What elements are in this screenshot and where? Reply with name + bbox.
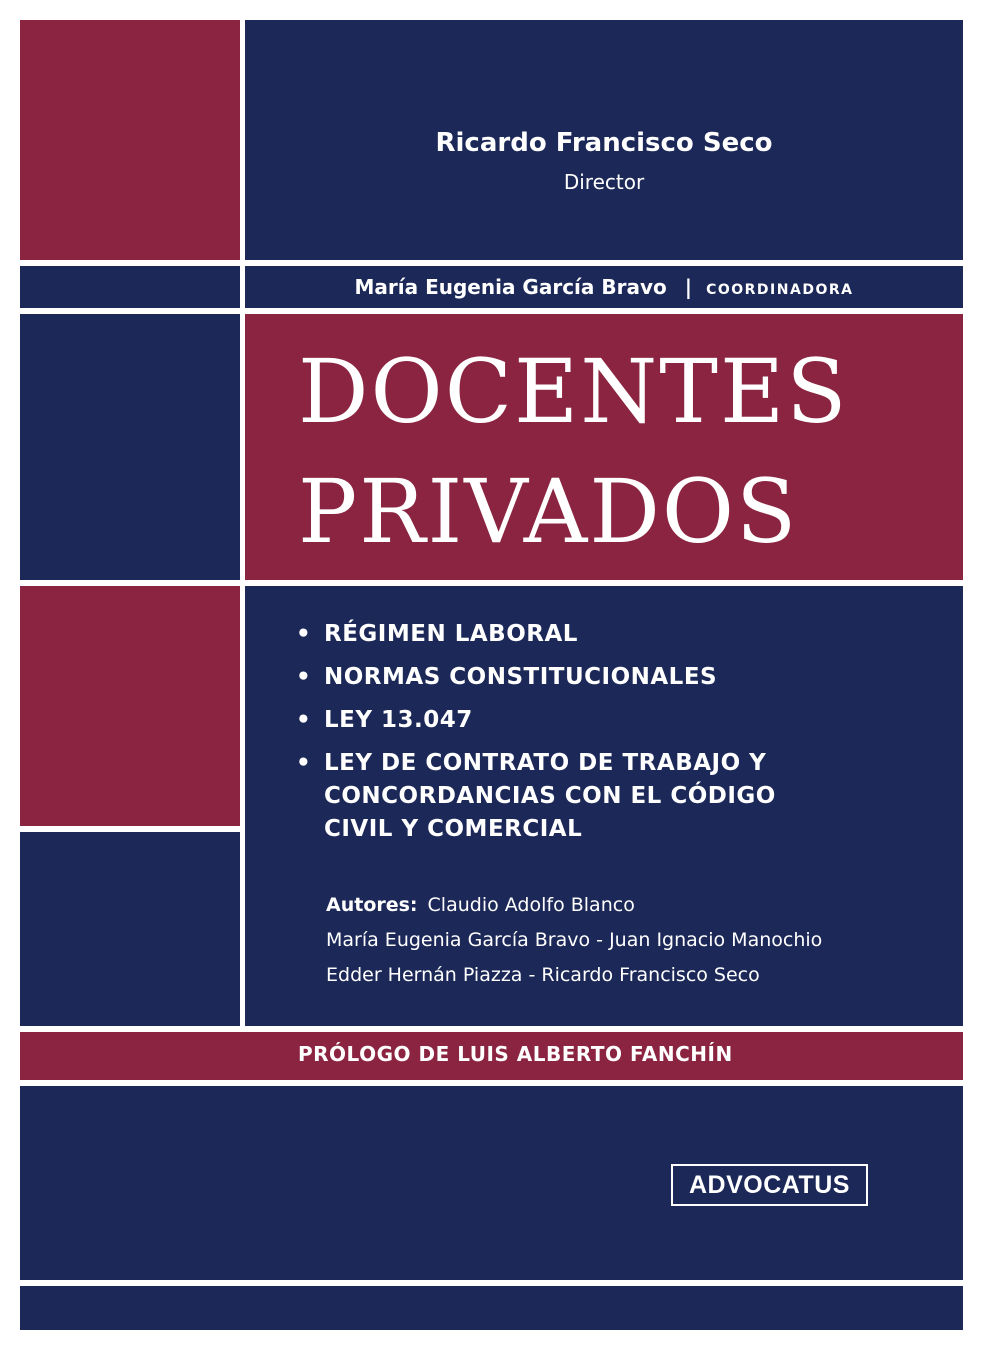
bullet-icon: • bbox=[296, 750, 312, 776]
book-title-line-1: DOCENTES bbox=[298, 340, 849, 443]
topic-line: LEY 13.047 bbox=[324, 707, 473, 733]
coordinator-name: María Eugenia García Bravo bbox=[354, 275, 667, 299]
topic-item bbox=[296, 661, 856, 694]
coordinator-role: COORDINADORA bbox=[706, 282, 854, 298]
authors-label: Autores: bbox=[326, 894, 418, 916]
topic-line: CIVIL Y COMERCIAL bbox=[324, 816, 583, 842]
topic-line: RÉGIMEN LABORAL bbox=[324, 621, 578, 647]
book-title-line-2: PRIVADOS bbox=[298, 460, 799, 563]
bullet-icon: • bbox=[296, 621, 312, 647]
director-role: Director bbox=[563, 170, 645, 194]
topic-item bbox=[296, 747, 856, 846]
director-name: Ricardo Francisco Seco bbox=[435, 128, 773, 158]
bullet-icon: • bbox=[296, 707, 312, 733]
block-footer-strip bbox=[20, 1286, 963, 1330]
topics-list bbox=[296, 618, 856, 856]
block-left-2 bbox=[20, 314, 240, 580]
topic-line: LEY DE CONTRATO DE TRABAJO Y bbox=[324, 750, 767, 776]
author-line: Claudio Adolfo Blanco bbox=[427, 894, 635, 916]
coordinator-line bbox=[245, 275, 963, 299]
bullet-icon: • bbox=[296, 664, 312, 690]
block-strip-left bbox=[20, 266, 240, 308]
coordinator-separator: | bbox=[684, 275, 693, 299]
topic-line: CONCORDANCIAS CON EL CÓDIGO bbox=[324, 783, 776, 809]
publisher-logo: ADVOCATUS bbox=[671, 1164, 868, 1206]
prologue-text: PRÓLOGO DE LUIS ALBERTO FANCHÍN bbox=[298, 1042, 733, 1066]
authors-block bbox=[326, 888, 822, 993]
topic-item bbox=[296, 618, 856, 651]
topic-line: NORMAS CONSTITUCIONALES bbox=[324, 664, 718, 690]
topic-item bbox=[296, 704, 856, 737]
block-left-4 bbox=[20, 832, 240, 1026]
author-line: María Eugenia García Bravo - Juan Ignacio Manochio bbox=[326, 929, 823, 951]
block-left-3 bbox=[20, 586, 240, 826]
author-line: Edder Hernán Piazza - Ricardo Francisco Seco bbox=[326, 964, 760, 986]
block-top-left bbox=[20, 20, 240, 260]
